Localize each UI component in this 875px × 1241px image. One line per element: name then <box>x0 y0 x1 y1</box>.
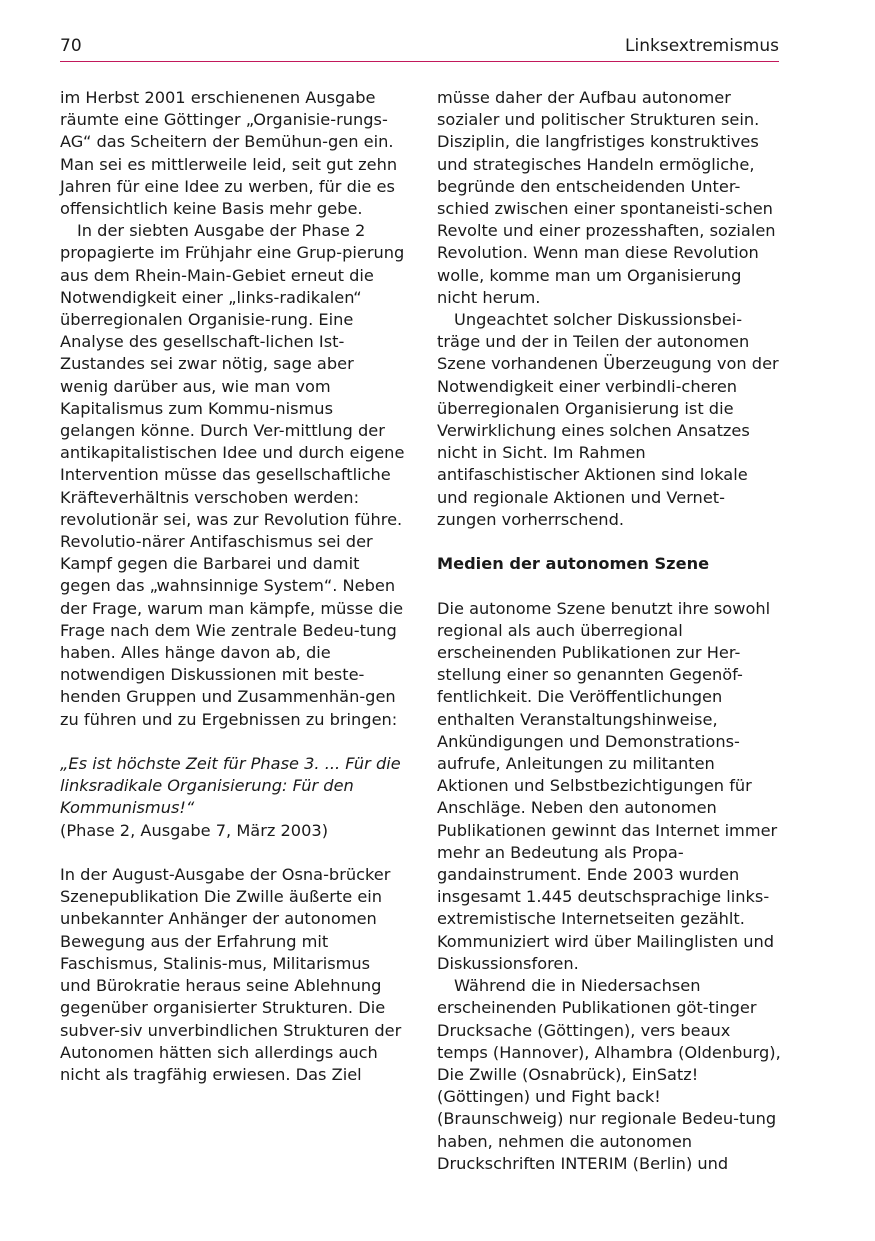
paragraph: Während die in Niedersachsen erscheinenden Publikationen göt-tinger Drucksache (Göttingen), vers beaux temps (Hannover), Alhambra (Oldenburg), Die Zwille (Osnabrück), EinSatz! (Göttingen) und Fight back! (Braunschweig) nur regionale Bedeu-tung haben, nehmen die autonomen Druckschriften INTERIM (Berlin) und <box>437 976 781 1173</box>
paragraph: müsse daher der Aufbau autonomer sozialer und politischer Strukturen sein. Disziplin, die langfristiges konstruktives und strategisches Handeln ermögliche, begründe den entscheidenden Unter-schied zwischen einer spontaneisti-schen Revolte und einer prozesshaften, sozialen Revolution. Wenn man diese Revolution wolle, komme man um Organisierung nicht herum. <box>437 88 776 307</box>
right-column <box>437 87 782 1175</box>
page-header <box>60 34 779 62</box>
quote: „Es ist höchste Zeit für Phase 3. ... Für die linksradikale Organisierung: Für den Kommunismus!“ <box>60 754 401 818</box>
paragraph: In der siebten Ausgabe der Phase 2 propagierte im Frühjahr eine Grup-pierung aus dem Rhein-Main-Gebiet erneut die Notwendigkeit einer „links-radikalen“ überregionalen Organisie-rung. Eine Analyse des gesellschaft-lichen Ist-Zustandes sei zwar nötig, sage aber wenig darüber aus, wie man vom Kapitalismus zum Kommu-nismus gelangen könne. Durch Ver-mittlung der antikapitalistischen Idee und durch eigene Intervention müsse das gesellschaftliche Kräfteverhältnis verschoben werden: revolutionär sei, was zur Revolution führe. Revolutio-närer Antifaschismus sei der Kampf gegen die Barbarei und damit gegen das „wahnsinnige System“. Neben der Frage, warum man kämpfe, müsse die Frage nach dem Wie zentrale Bedeu-tung haben. Alles hänge davon ab, die notwendigen Diskussionen mit beste-henden Gruppen und Zusammenhän-gen zu führen und zu Ergebnissen zu bringen: <box>60 221 405 729</box>
paragraph: im Herbst 2001 erschienenen Ausgabe räumte eine Göttinger „Organisie-rungs-AG“ das Scheitern der Bemühun-gen ein. Man sei es mittlerweile leid, seit gut zehn Jahren für eine Idee zu werben, für die es offensichtlich keine Basis mehr gebe. <box>60 88 398 219</box>
paragraph: Die autonome Szene benutzt ihre sowohl regional als auch überregional erscheinenden Publikationen zur Her-stellung einer so genannten Gegenöf-fentlichkeit. Die Veröffentlichungen enthalten Veranstaltungshinweise, Ankündigungen und Demonstrations-aufrufe, Anleitungen zu militanten Aktionen und Selbstbezichtigungen für Anschläge. Neben den autonomen Publikationen gewinnt das Internet immer mehr an Bedeutung als Propa-gandainstrument. Ende 2003 wurden insgesamt 1.445 deutschsprachige links-extremistische Internetseiten gezählt. Kommuniziert wird über Mailinglisten und Diskussionsforen. <box>437 598 778 973</box>
page-number: 70 <box>60 36 82 56</box>
left-column <box>60 87 405 1086</box>
paragraph: Ungeachtet solcher Diskussionsbei-träge und der in Teilen der autonomen Szene vorhandenen Überzeugung von der Notwendigkeit einer verbindli-cheren überregionalen Organisierung ist die Verwirklichung eines solchen Ansatzes nicht in Sicht. Im Rahmen antifaschistischer Aktionen sind lokale und regionale Aktionen und Vernet-zungen vorherrschend. <box>437 310 779 529</box>
paragraph: In der August-Ausgabe der Osna-brücker Szenepublikation Die Zwille äußerte ein unbekannter Anhänger der autonomen Bewegung aus der Erfahrung mit Faschismus, Stalinis-mus, Militarismus und Bürokratie heraus seine Ablehnung gegenüber organisierter Strukturen. Die subver-siv unverbindlichen Strukturen der Autonomen hätten sich allerdings auch nicht als tragfähig erwiesen. Das Ziel <box>60 865 402 1084</box>
header-rule <box>60 61 779 62</box>
section-heading: Medien der autonomen Szene <box>437 554 710 574</box>
quote-source: (Phase 2, Ausgabe 7, März 2003) <box>60 820 329 840</box>
running-title: Linksextremismus <box>625 36 779 56</box>
